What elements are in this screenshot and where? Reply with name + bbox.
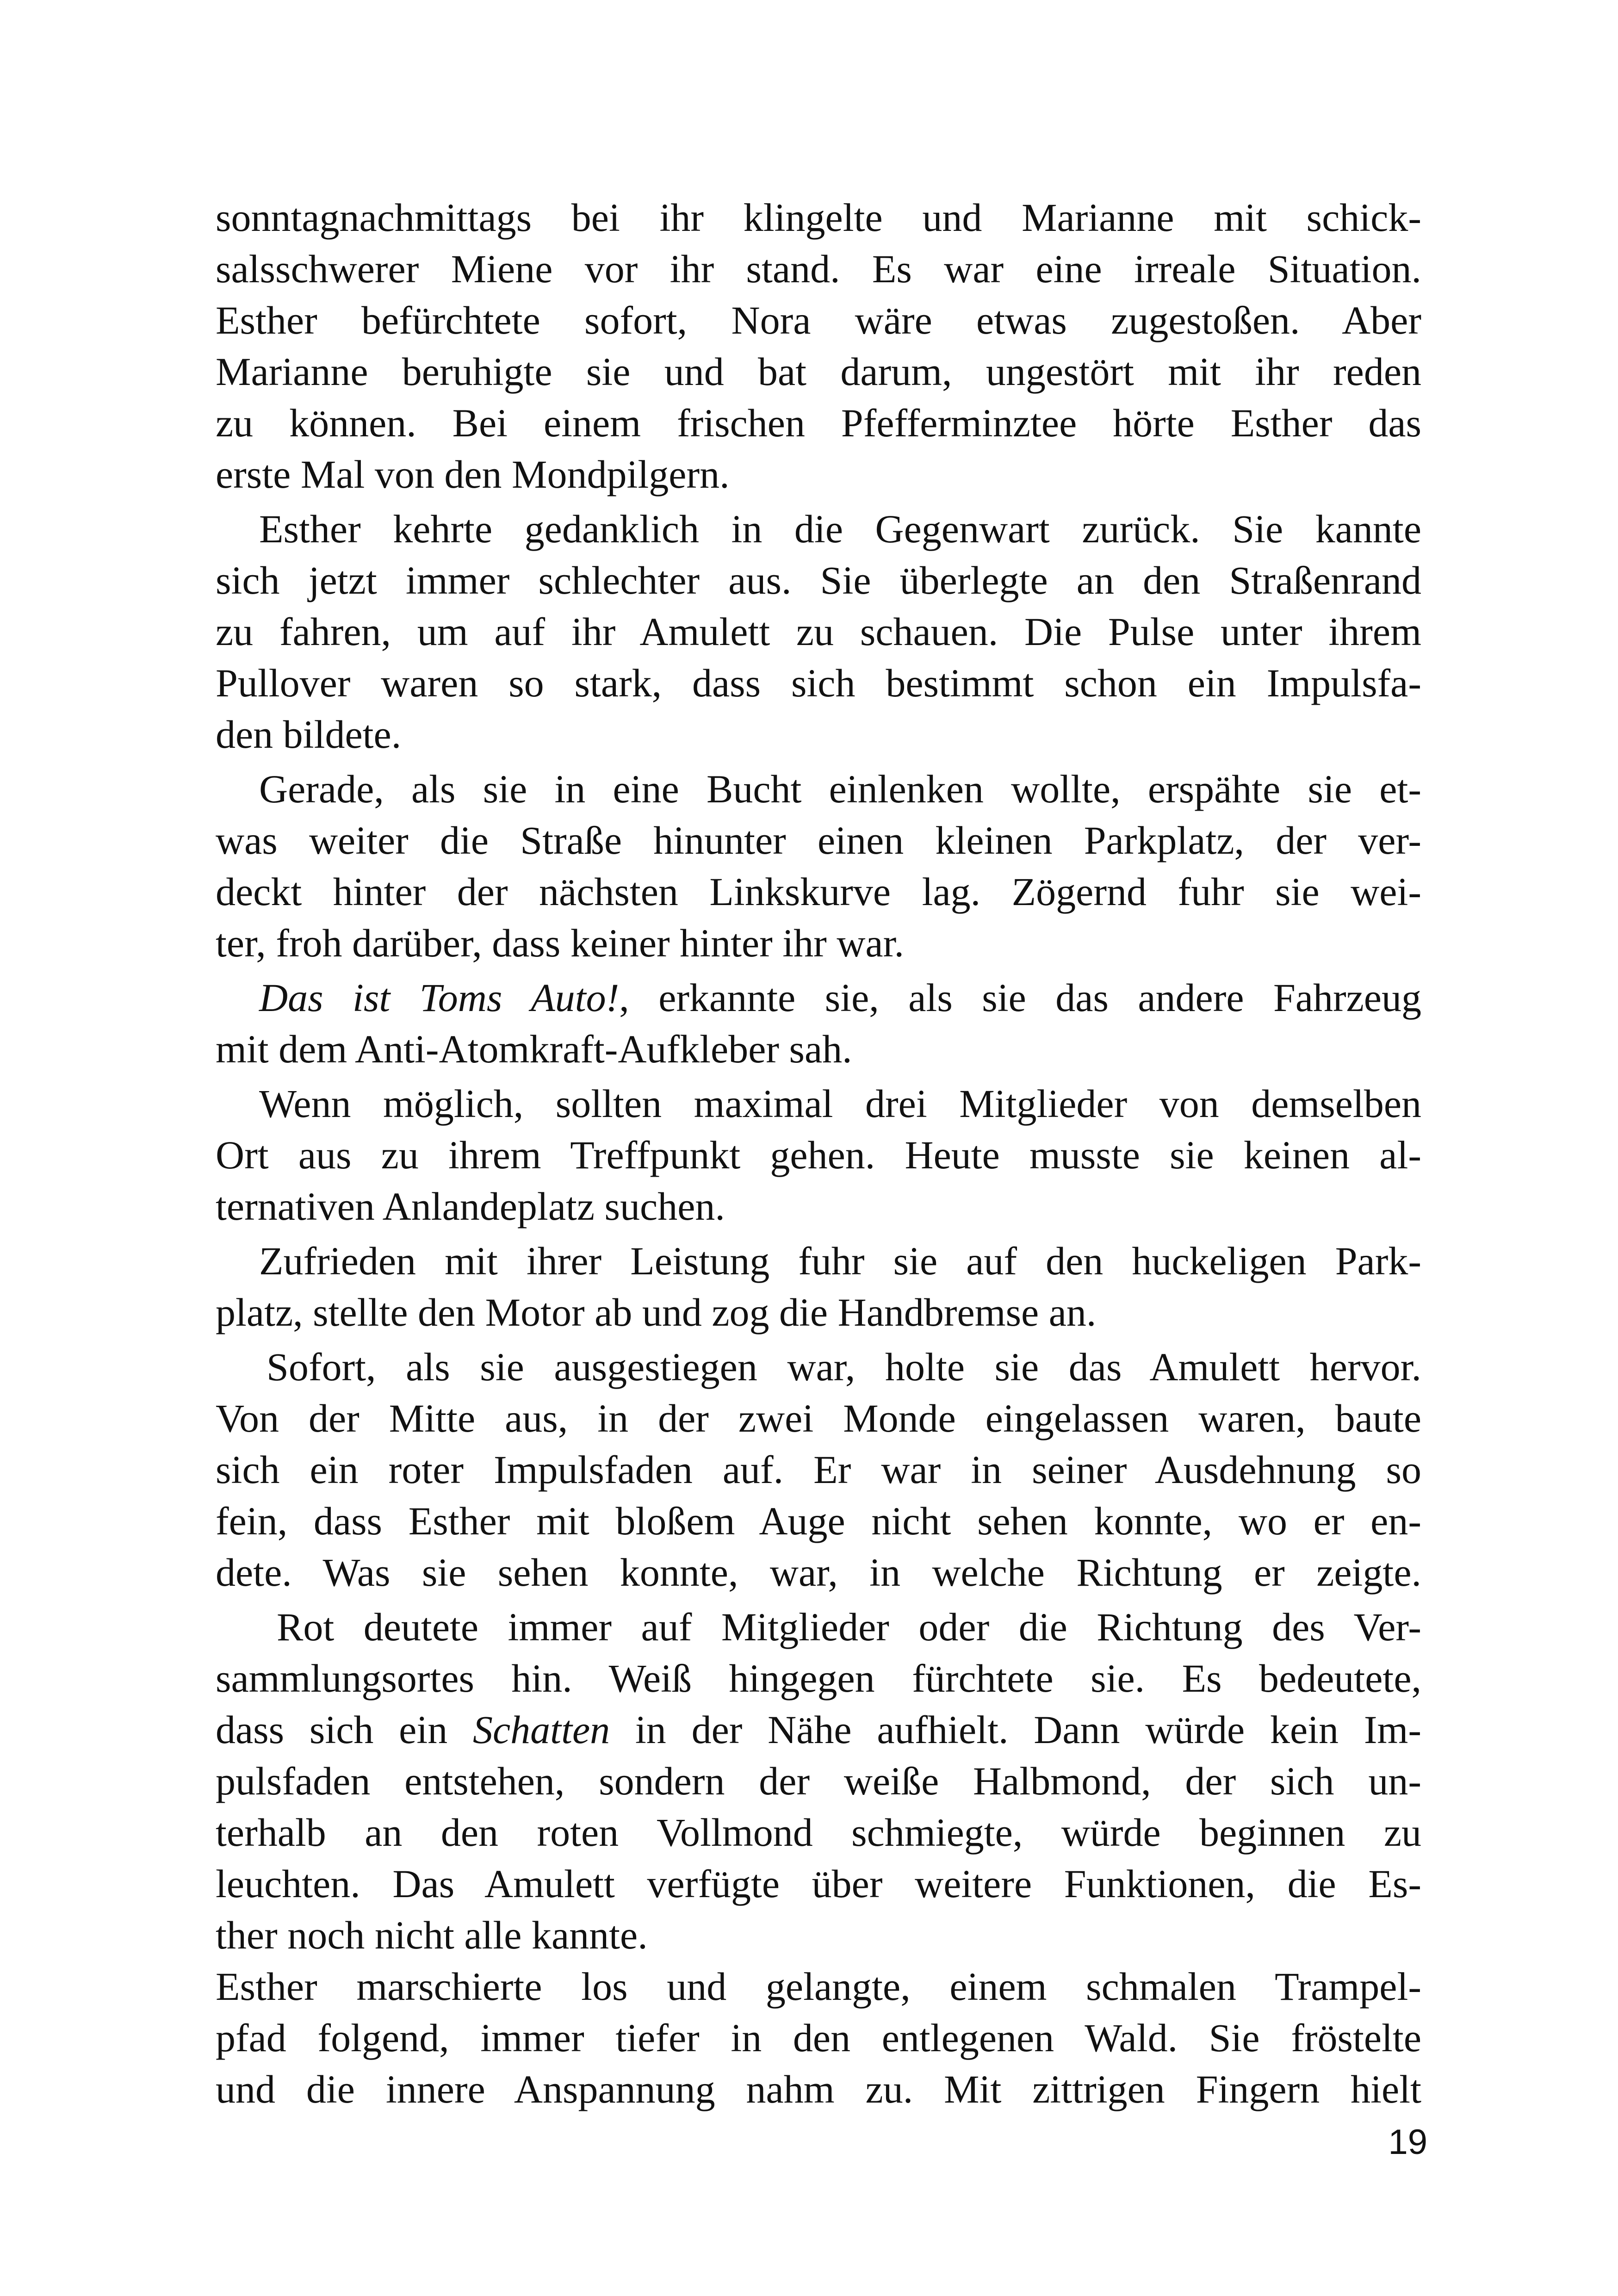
text-line: und die innere Anspannung nahm zu. Mit zittrigen Fingern hielt (216, 2067, 1421, 2111)
text-line: den bildete. (216, 712, 402, 757)
text-line: dete. Was sie sehen konnte, war, in welche Richtung er zeigte. (216, 1550, 1421, 1595)
text-line: Wenn möglich, sollten maximal drei Mitglieder von demselben (259, 1081, 1421, 1126)
text-line: Marianne beruhigte sie und bat darum, ungestört mit ihr reden (216, 349, 1421, 394)
page-number: 19 (1388, 2122, 1427, 2162)
text-line: mit dem Anti-Atomkraft-Aufkleber sah. (216, 1027, 852, 1071)
text-line: platz, stellte den Motor ab und zog die Handbremse an. (216, 1290, 1097, 1334)
text-line: ther noch nicht alle kannte. (216, 1913, 648, 1957)
text-line: zu fahren, um auf ihr Amulett zu schauen. Die Pulse unter ihrem (216, 609, 1421, 654)
text-line: salsschwerer Miene vor ihr stand. Es war eine irreale Situation. (216, 247, 1421, 291)
text-line: Ort aus zu ihrem Treffpunkt gehen. Heute musste sie keinen al- (216, 1133, 1421, 1177)
text-line: pfad folgend, immer tiefer in den entlegenen Wald. Sie fröstelte (216, 2016, 1421, 2060)
text-line: Esther kehrte gedanklich in die Gegenwart zurück. Sie kannte (259, 507, 1421, 551)
text-line: leuchten. Das Amulett verfügte über weitere Funktionen, die Es- (216, 1862, 1421, 1906)
text-line: sich jetzt immer schlechter aus. Sie überlegte an den Straßenrand (216, 558, 1421, 602)
text-line: erste Mal von den Mondpilgern. (216, 452, 730, 496)
text-line: ternativen Anlandeplatz suchen. (216, 1184, 725, 1229)
text-line: zu können. Bei einem frischen Pfefferminztee hörte Esther das (216, 401, 1421, 445)
text-line (216, 972, 1421, 1024)
text-line: Rot deutete immer auf Mitglieder oder die Richtung des Ver- (277, 1605, 1421, 1649)
text-line: deckt hinter der nächsten Linkskurve lag. Zögernd fuhr sie wei- (216, 869, 1421, 914)
text-line: ter, froh darüber, dass keiner hinter ihr war. (216, 921, 904, 965)
text-line: Von der Mitte aus, in der zwei Monde eingelassen waren, baute (216, 1396, 1421, 1440)
text-line: Zufrieden mit ihrer Leistung fuhr sie auf den huckeligen Park- (259, 1239, 1421, 1283)
text-line: sammlungsortes hin. Weiß hingegen fürchtete sie. Es bedeutete, (216, 1656, 1421, 1700)
text-line: Esther marschierte los und gelangte, einem schmalen Trampel- (216, 1964, 1421, 2009)
text-fragment: , erkannte sie, als sie das andere Fahrzeug (619, 975, 1421, 1020)
text-line: terhalb an den roten Vollmond schmiegte, würde beginnen zu (216, 1810, 1421, 1855)
text-fragment: dass sich ein (216, 1707, 473, 1752)
text-line: sich ein roter Impulsfaden auf. Er war in seiner Ausdehnung so (216, 1447, 1421, 1492)
text-line: sonntagnachmittags bei ihr klingelte und Marianne mit schick- (216, 195, 1421, 240)
body-text (216, 192, 1421, 2115)
text-line: Pullover waren so stark, dass sich bestimmt schon ein Impulsfa- (216, 661, 1421, 705)
text-line: was weiter die Straße hinunter einen kleinen Parkplatz, der ver- (216, 818, 1421, 863)
text-line: Esther befürchtete sofort, Nora wäre etwas zugestoßen. Aber (216, 298, 1421, 342)
text-line: fein, dass Esther mit bloßem Auge nicht sehen konnte, wo er en- (216, 1499, 1421, 1543)
text-line: Gerade, als sie in eine Bucht einlenken wollte, erspähte sie et- (259, 767, 1421, 811)
text-line (216, 1704, 1421, 1756)
text-line: Sofort, als sie ausgestiegen war, holte sie das Amulett hervor. (267, 1345, 1421, 1389)
italic-word: Schatten (473, 1707, 610, 1752)
text-fragment: in der Nähe aufhielt. Dann würde kein Im- (610, 1707, 1421, 1752)
italic-phrase: Das ist Toms Auto! (259, 975, 620, 1020)
text-line: pulsfaden entstehen, sondern der weiße Halbmond, der sich un- (216, 1759, 1421, 1803)
